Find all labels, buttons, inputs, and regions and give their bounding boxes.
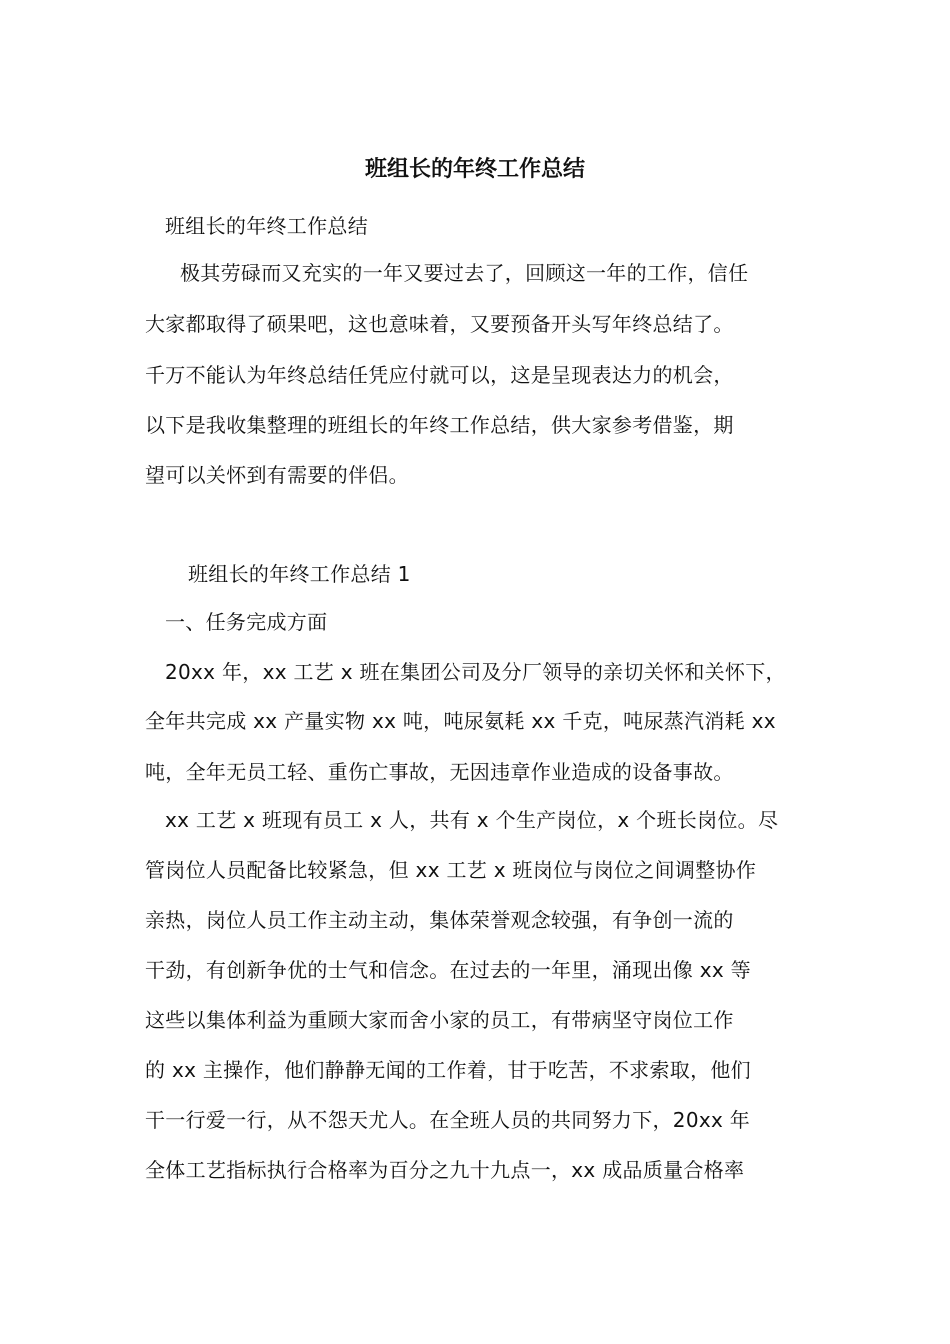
paragraph-line: 干一行爱一行，从不怨天尤人。在全班人员的共同努力下，20xx 年: [145, 1108, 751, 1132]
paragraph-line: 全年共完成 xx 产量实物 xx 吨，吨尿氨耗 xx 千克，吨尿蒸汽消耗 xx: [145, 709, 776, 733]
paragraph-line: 全体工艺指标执行合格率为百分之九十九点一，xx 成品质量合格率: [145, 1158, 745, 1182]
intro-line: 极其劳碌而又充实的一年又要过去了，回顾这一年的工作，信任: [180, 261, 749, 285]
paragraph-line: 吨，全年无员工轻、重伤亡事故，无因违章作业造成的设备事故。: [145, 760, 734, 784]
paragraph-line: 这些以集体利益为重顾大家而舍小家的员工，有带病坚守岗位工作: [145, 1008, 734, 1032]
paragraph-line: 管岗位人员配备比较紧急，但 xx 工艺 x 班岗位与岗位之间调整协作: [145, 858, 757, 882]
paragraph-line: 亲热，岗位人员工作主动主动，集体荣誉观念较强，有争创一流的: [145, 908, 734, 932]
paragraph-line: 20xx 年，xx 工艺 x 班在集团公司及分厂领导的亲切关怀和关怀下，: [165, 660, 786, 684]
paragraph-line: 干劲，有创新争优的士气和信念。在过去的一年里，涌现出像 xx 等: [145, 958, 751, 982]
document-subtitle: 班组长的年终工作总结: [165, 214, 368, 238]
paragraph-line: 的 xx 主操作，他们静静无闻的工作着，甘于吃苦，不求索取，他们: [145, 1058, 751, 1082]
section-heading: 班组长的年终工作总结 1: [188, 562, 411, 586]
intro-line: 千万不能认为年终总结任凭应付就可以，这是呈现表达力的机会，: [145, 363, 734, 387]
paragraph-line: xx 工艺 x 班现有员工 x 人，共有 x 个生产岗位，x 个班长岗位。尽: [165, 808, 779, 832]
document-title: 班组长的年终工作总结: [364, 157, 585, 182]
intro-line: 望可以关怀到有需要的伴侣。: [145, 463, 409, 487]
subheading: 一、任务完成方面: [165, 610, 328, 634]
intro-line: 以下是我收集整理的班组长的年终工作总结，供大家参考借鉴，期: [145, 413, 734, 437]
intro-line: 大家都取得了硕果吧，这也意味着，又要预备开头写年终总结了。: [145, 312, 734, 336]
